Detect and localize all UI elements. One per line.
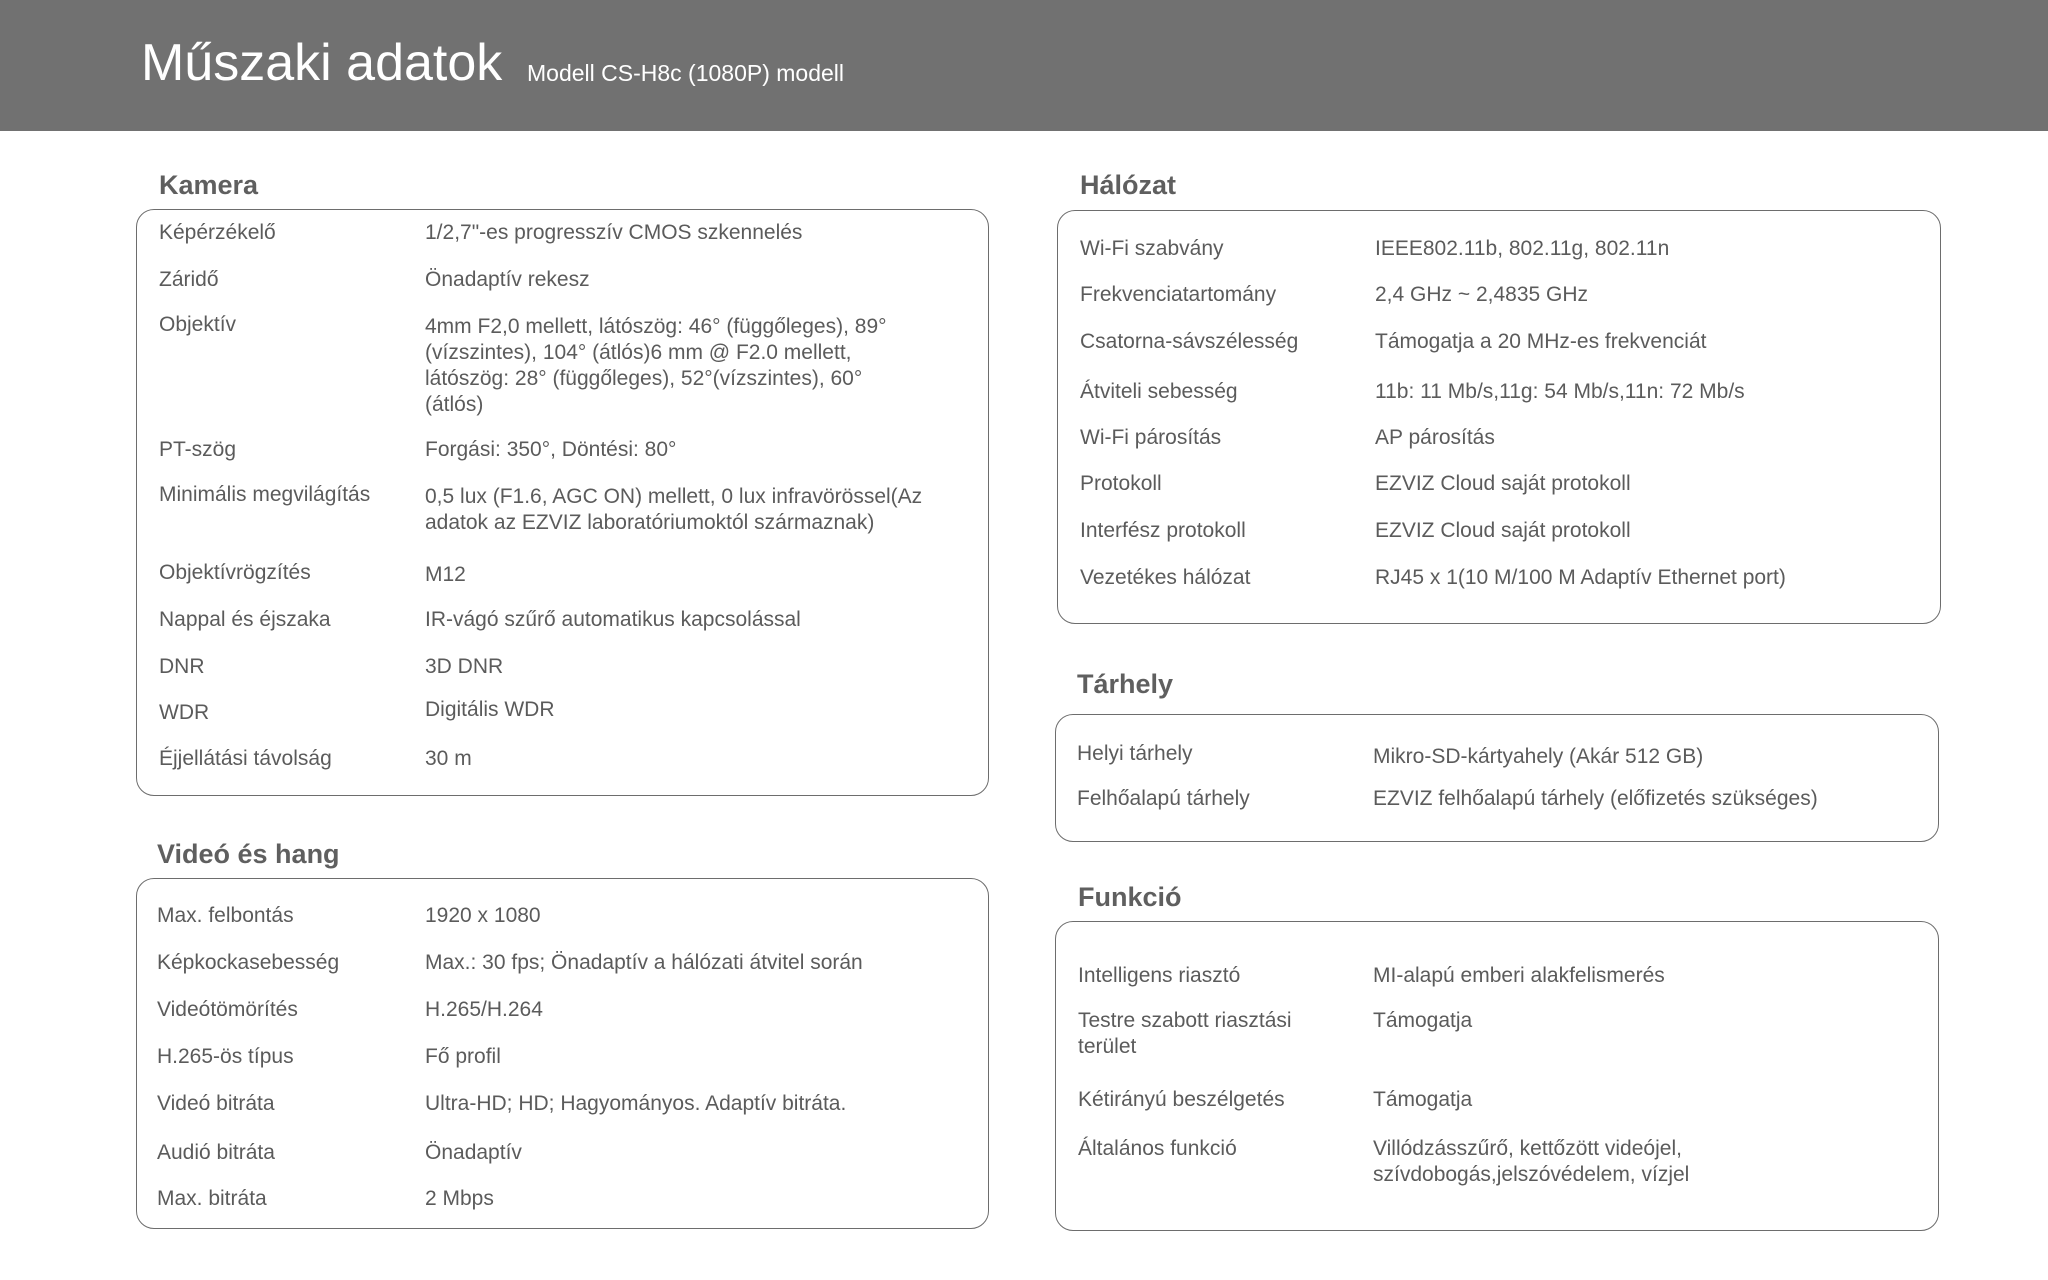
spec-label: Interfész protokoll — [1080, 519, 1246, 542]
spec-label: Képkockasebesség — [157, 951, 340, 974]
spec-label: DNR — [159, 655, 205, 678]
spec-label: PT-szög — [159, 438, 237, 461]
spec-label: Videótömörítés — [157, 998, 298, 1021]
spec-label: Testre szabott riasztási terület — [1078, 1009, 1292, 1058]
page-header — [0, 0, 2048, 131]
spec-label: Intelligens riasztó — [1078, 964, 1241, 987]
network-spec-box — [1057, 210, 1941, 624]
spec-value: M12 — [425, 563, 466, 586]
spec-value: Forgási: 350°, Döntési: 80° — [425, 438, 677, 461]
spec-value: Digitális WDR — [425, 698, 555, 721]
spec-value: EZVIZ Cloud saját protokoll — [1375, 519, 1631, 542]
spec-value: Max.: 30 fps; Önadaptív a hálózati átvitel során — [425, 951, 863, 974]
spec-label: Objektív — [159, 313, 237, 336]
spec-label: H.265-ös típus — [157, 1045, 294, 1068]
spec-label: Protokoll — [1080, 472, 1162, 495]
spec-value: RJ45 x 1(10 M/100 M Adaptív Ethernet port) — [1375, 566, 1786, 589]
storage-spec-box — [1055, 714, 1939, 842]
storage-section-title: Tárhely — [1077, 669, 1174, 699]
spec-value: Ultra-HD; HD; Hagyományos. Adaptív bitráta. — [425, 1092, 847, 1115]
spec-label: Objektívrögzítés — [159, 561, 311, 584]
spec-value: EZVIZ Cloud saját protokoll — [1375, 472, 1631, 495]
spec-label: Max. bitráta — [157, 1187, 267, 1210]
spec-value: 2 Mbps — [425, 1187, 494, 1210]
spec-value: 11b: 11 Mb/s,11g: 54 Mb/s,11n: 72 Mb/s — [1375, 380, 1745, 403]
spec-label: Átviteli sebesség — [1080, 380, 1238, 403]
spec-value: 1/2,7"-es progresszív CMOS szkennelés — [425, 221, 803, 244]
video-section-title: Videó és hang — [157, 839, 340, 869]
page-subtitle: Modell CS-H8c (1080P) modell — [527, 60, 845, 86]
spec-label: Minimális megvilágítás — [159, 483, 371, 506]
spec-label: Záridő — [159, 268, 219, 291]
spec-value: Önadaptív — [425, 1141, 522, 1164]
spec-value: Önadaptív rekesz — [425, 268, 590, 291]
spec-value: MI-alapú emberi alakfelismerés — [1373, 964, 1665, 987]
spec-label: Wi-Fi szabvány — [1080, 237, 1224, 260]
spec-label: Kétirányú beszélgetés — [1078, 1088, 1285, 1111]
spec-value: 2,4 GHz ~ 2,4835 GHz — [1375, 283, 1589, 306]
spec-value: IR-vágó szűrő automatikus kapcsolással — [425, 608, 801, 631]
spec-label: Wi-Fi párosítás — [1080, 426, 1222, 449]
spec-value: Mikro-SD-kártyahely (Akár 512 GB) — [1373, 745, 1704, 768]
page-title: Műszaki adatok — [141, 34, 503, 92]
spec-value: EZVIZ felhőalapú tárhely (előfizetés szükséges) — [1373, 787, 1818, 810]
spec-label: Videó bitráta — [157, 1092, 275, 1115]
spec-value: H.265/H.264 — [425, 998, 543, 1021]
spec-label: Max. felbontás — [157, 904, 294, 927]
spec-value: Támogatja — [1373, 1009, 1473, 1032]
spec-label: Nappal és éjszaka — [159, 608, 331, 631]
spec-label: Audió bitráta — [157, 1141, 275, 1164]
spec-value: 0,5 lux (F1.6, AGC ON) mellett, 0 lux infravörössel(Az adatok az EZVIZ laboratóriumoktól származnak) — [425, 485, 923, 534]
spec-label: Éjjellátási távolság — [159, 747, 332, 770]
spec-value: Fő profil — [425, 1045, 501, 1068]
spec-value: 1920 x 1080 — [425, 904, 541, 927]
spec-value: AP párosítás — [1375, 426, 1495, 449]
spec-value: Villódzásszűrő, kettőzött videójel, szívdobogás,jelszóvédelem, vízjel — [1373, 1137, 1690, 1186]
network-section-title: Hálózat — [1080, 170, 1177, 200]
spec-label: Vezetékes hálózat — [1080, 566, 1251, 589]
camera-section-title: Kamera — [159, 170, 259, 200]
spec-value: 4mm F2,0 mellett, látószög: 46° (függőleges), 89°(vízszintes), 104° (átlós)6 mm @ F2.0 mellett, látószög: 28° (függőleges), 52°(vízszintes), 60° (átlós) — [425, 315, 887, 416]
spec-label: Képérzékelő — [159, 221, 276, 244]
spec-label: Csatorna-sávszélesség — [1080, 330, 1299, 353]
spec-label: Általános funkció — [1078, 1137, 1237, 1160]
spec-label: Frekvenciatartomány — [1080, 283, 1277, 306]
spec-label: WDR — [159, 701, 210, 724]
spec-value: Támogatja — [1373, 1088, 1473, 1111]
spec-value: 30 m — [425, 747, 472, 770]
spec-value: Támogatja a 20 MHz-es frekvenciát — [1375, 330, 1707, 353]
spec-value: 3D DNR — [425, 655, 504, 678]
spec-value: IEEE802.11b, 802.11g, 802.11n — [1375, 237, 1670, 260]
spec-label: Helyi tárhely — [1077, 742, 1193, 765]
spec-label: Felhőalapú tárhely — [1077, 787, 1250, 810]
function-section-title: Funkció — [1078, 882, 1182, 912]
